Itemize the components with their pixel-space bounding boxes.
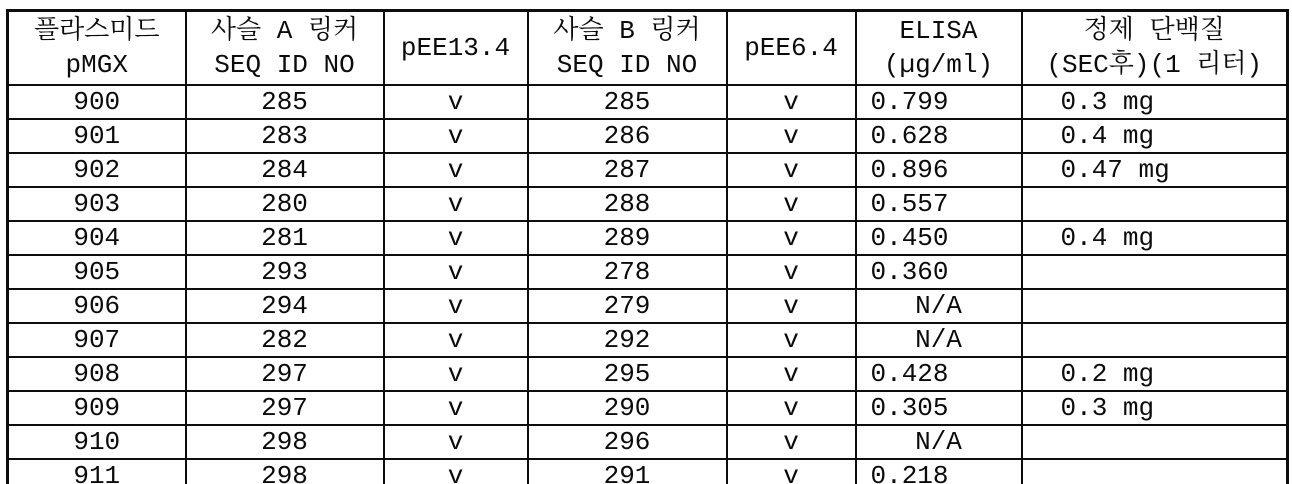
cell-pee13-4: v (384, 153, 528, 187)
column-header-protein-line2: (SEC후)(1 리터) (1046, 50, 1263, 80)
cell-plasmid: 909 (8, 391, 186, 425)
cell-chain-a: 280 (186, 187, 384, 221)
table-row-pmgx-907 (8, 323, 1288, 357)
cell-elisa: 0.450 (856, 221, 1022, 255)
cell-pee13-4: v (384, 221, 528, 255)
cell-chain-b: 286 (528, 119, 727, 153)
cell-pee6-4: v (727, 255, 856, 289)
cell-elisa: 0.360 (856, 255, 1022, 289)
cell-pee6-4: v (727, 85, 856, 119)
cell-plasmid: 901 (8, 119, 186, 153)
table-row-pmgx-900 (8, 85, 1288, 119)
cell-chain-b: 285 (528, 85, 727, 119)
column-header-elisa-line1: ELISA (899, 16, 978, 46)
cell-pee6-4: v (727, 391, 856, 425)
cell-protein (1022, 255, 1288, 289)
cell-pee6-4: v (727, 119, 856, 153)
cell-pee13-4: v (384, 255, 528, 289)
cell-elisa: 0.628 (856, 119, 1022, 153)
column-header-pee6-4 (727, 11, 856, 86)
cell-pee6-4: v (727, 323, 856, 357)
cell-protein: 0.47 mg (1022, 153, 1288, 187)
column-header-elisa-line2: (µg/ml) (883, 50, 994, 80)
table-row-pmgx-901 (8, 119, 1288, 153)
cell-pee13-4: v (384, 459, 528, 484)
cell-chain-a: 298 (186, 425, 384, 459)
column-header-protein-line1: 정제 단백질 (1083, 16, 1225, 46)
cell-chain-a: 294 (186, 289, 384, 323)
table-row-pmgx-904 (8, 221, 1288, 255)
cell-plasmid: 905 (8, 255, 186, 289)
cell-protein: 0.4 mg (1022, 221, 1288, 255)
cell-chain-a: 297 (186, 357, 384, 391)
cell-pee13-4: v (384, 357, 528, 391)
cell-protein (1022, 289, 1288, 323)
column-header-pee13-4 (384, 11, 528, 86)
column-header-chain-b-line2: SEQ ID NO (556, 50, 698, 80)
cell-plasmid: 907 (8, 323, 186, 357)
cell-chain-b: 289 (528, 221, 727, 255)
cell-chain-b: 288 (528, 187, 727, 221)
cell-elisa: N/A (856, 323, 1022, 357)
table-row-pmgx-905 (8, 255, 1288, 289)
cell-elisa: 0.305 (856, 391, 1022, 425)
cell-chain-a: 281 (186, 221, 384, 255)
column-header-plasmid-line2: pMGX (65, 50, 128, 80)
cell-chain-a: 298 (186, 459, 384, 484)
column-header-chain-a-line1: 사슬 A 링커 (210, 16, 359, 46)
cell-protein (1022, 323, 1288, 357)
cell-chain-a: 297 (186, 391, 384, 425)
cell-pee6-4: v (727, 221, 856, 255)
table-row-pmgx-906 (8, 289, 1288, 323)
cell-plasmid: 904 (8, 221, 186, 255)
column-header-pee13-4-line1: pEE13.4 (400, 33, 511, 63)
cell-plasmid: 903 (8, 187, 186, 221)
plasmid-table (6, 9, 1289, 484)
column-header-chain-a-line2: SEQ ID NO (214, 50, 355, 80)
table-row-pmgx-910 (8, 425, 1288, 459)
cell-plasmid: 911 (8, 459, 186, 484)
cell-chain-a: 293 (186, 255, 384, 289)
cell-chain-a: 283 (186, 119, 384, 153)
cell-pee6-4: v (727, 153, 856, 187)
cell-pee6-4: v (727, 425, 856, 459)
cell-protein: 0.4 mg (1022, 119, 1288, 153)
cell-pee6-4: v (727, 187, 856, 221)
cell-protein (1022, 425, 1288, 459)
cell-chain-a: 284 (186, 153, 384, 187)
column-header-pee6-4-line1: pEE6.4 (744, 33, 838, 63)
table-row-pmgx-909 (8, 391, 1288, 425)
table-row-pmgx-902 (8, 153, 1288, 187)
cell-elisa: 0.896 (856, 153, 1022, 187)
cell-chain-b: 279 (528, 289, 727, 323)
cell-elisa: N/A (856, 425, 1022, 459)
cell-chain-b: 296 (528, 425, 727, 459)
table-header (8, 11, 1288, 86)
table-body (8, 85, 1288, 484)
cell-pee13-4: v (384, 391, 528, 425)
cell-plasmid: 908 (8, 357, 186, 391)
cell-chain-b: 291 (528, 459, 727, 484)
cell-protein (1022, 187, 1288, 221)
column-header-chain-b (528, 11, 727, 86)
cell-chain-b: 278 (528, 255, 727, 289)
column-header-plasmid-line1: 플라스미드 (33, 16, 160, 46)
cell-elisa: 0.428 (856, 357, 1022, 391)
column-header-plasmid (8, 11, 186, 86)
column-header-chain-a (186, 11, 384, 86)
cell-pee13-4: v (384, 425, 528, 459)
cell-chain-b: 292 (528, 323, 727, 357)
cell-protein: 0.3 mg (1022, 85, 1288, 119)
column-header-elisa (856, 11, 1022, 86)
cell-protein (1022, 459, 1288, 484)
cell-elisa: 0.218 (856, 459, 1022, 484)
cell-pee13-4: v (384, 289, 528, 323)
cell-plasmid: 906 (8, 289, 186, 323)
cell-elisa: N/A (856, 289, 1022, 323)
cell-pee6-4: v (727, 289, 856, 323)
cell-pee13-4: v (384, 119, 528, 153)
cell-pee13-4: v (384, 323, 528, 357)
cell-chain-b: 287 (528, 153, 727, 187)
cell-chain-b: 295 (528, 357, 727, 391)
cell-elisa: 0.557 (856, 187, 1022, 221)
table-row-pmgx-908 (8, 357, 1288, 391)
column-header-protein (1022, 11, 1288, 86)
cell-plasmid: 902 (8, 153, 186, 187)
cell-pee6-4: v (727, 459, 856, 484)
cell-protein: 0.2 mg (1022, 357, 1288, 391)
cell-pee13-4: v (384, 85, 528, 119)
cell-pee6-4: v (727, 357, 856, 391)
cell-elisa: 0.799 (856, 85, 1022, 119)
cell-plasmid: 900 (8, 85, 186, 119)
table-row-pmgx-911 (8, 459, 1288, 484)
column-header-chain-b-line1: 사슬 B 링커 (553, 16, 701, 46)
table-row-pmgx-903 (8, 187, 1288, 221)
cell-chain-a: 285 (186, 85, 384, 119)
cell-chain-b: 290 (528, 391, 727, 425)
header-row (8, 11, 1288, 86)
cell-protein: 0.3 mg (1022, 391, 1288, 425)
cell-pee13-4: v (384, 187, 528, 221)
cell-chain-a: 282 (186, 323, 384, 357)
cell-plasmid: 910 (8, 425, 186, 459)
